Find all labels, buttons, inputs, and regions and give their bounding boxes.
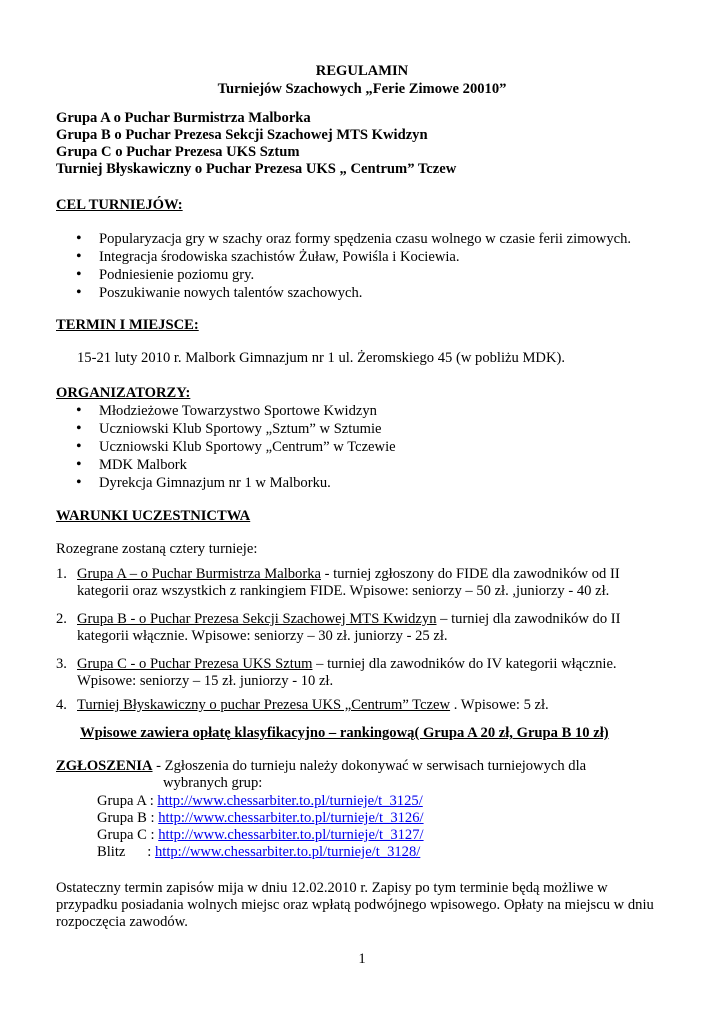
registration-text-line2: wybranych grup: (163, 775, 263, 791)
list-item: • Uczniowski Klub Sportowy „Centrum” w Tczewie (56, 438, 396, 456)
group-a-link[interactable]: http://www.chessarbiter.to.pl/turnieje/t_3125/ (157, 793, 423, 809)
doc-subtitle: Turniejów Szachowych „Ferie Zimowe 20010” (217, 81, 507, 97)
item-number: 3. (56, 656, 67, 672)
deadline-line2: przypadku posiadania wolnych miejsc oraz wpłatą podwójnego wpisowego. Opłaty na miejscu w dniu (56, 897, 654, 913)
goals-heading: CEL TURNIEJÓW: (56, 197, 183, 213)
tournament-item-4 (77, 696, 549, 714)
blitz-link[interactable]: http://www.chessarbiter.to.pl/turnieje/t_3128/ (154, 844, 421, 860)
registration-link-row (97, 843, 420, 861)
list-item: • Poszukiwanie nowych talentów szachowych. (56, 284, 631, 302)
tournament-name: Turniej Błyskawiczny o puchar Prezesa UKS „Centrum” Tczew (77, 697, 451, 713)
list-item: • MDK Malbork (56, 456, 396, 474)
tournament-name: Grupa A – o Puchar Burmistrza Malborka (77, 566, 321, 582)
group-label: Grupa C : (97, 827, 159, 843)
tournament-item-2 (77, 610, 621, 628)
list-item: • Młodzieżowe Towarzystwo Sportowe Kwidzyn (56, 402, 396, 420)
tournament-name: Grupa C - o Puchar Prezesa UKS Sztum (77, 656, 313, 672)
group-b-link[interactable]: http://www.chessarbiter.to.pl/turnieje/t_3126/ (158, 810, 424, 826)
deadline-line1: Ostateczny termin zapisów mija w dniu 12.02.2010 r. Zapisy po tym terminie będą możliwe w (56, 880, 608, 896)
item-number: 4. (56, 697, 67, 713)
fee-note: Wpisowe zawiera opłatę klasyfikacyjno – rankingową( Grupa A 20 zł, Grupa B 10 zł) (80, 725, 609, 741)
registration-link-row (97, 809, 424, 827)
conditions-heading: WARUNKI UCZESTNICTWA (56, 508, 251, 524)
tournament-desc: - turniej zgłoszony do FIDE dla zawodników od II (321, 566, 620, 582)
item-number: 1. (56, 566, 67, 582)
tournament-desc: . Wpisowe: 5 zł. (450, 697, 549, 713)
page-number: 1 (358, 951, 366, 967)
organizers-heading: ORGANIZATORZY: (56, 385, 191, 401)
tournament-desc: – turniej dla zawodników do IV kategorii włącznie. (312, 656, 617, 672)
registration-link-row (97, 826, 424, 844)
tournament-desc-line2: Wpisowe: seniorzy – 15 zł. juniorzy - 10 zł. (77, 673, 334, 689)
conditions-intro: Rozegrane zostaną cztery turnieje: (56, 541, 258, 557)
group-c-line: Grupa C o Puchar Prezesa UKS Sztum (56, 144, 300, 160)
group-label: Grupa A : (97, 793, 158, 809)
tournament-item-1 (77, 565, 620, 583)
list-item: • Uczniowski Klub Sportowy „Sztum” w Sztumie (56, 420, 396, 438)
doc-title: REGULAMIN (315, 63, 409, 79)
venue-text: 15-21 luty 2010 r. Malbork Gimnazjum nr 1 ul. Żeromskiego 45 (w pobliżu MDK). (77, 350, 566, 366)
group-label: Grupa B : (97, 810, 159, 826)
blitz-line: Turniej Błyskawiczny o Puchar Prezesa UKS „ Centrum” Tczew (56, 161, 457, 177)
item-number: 2. (56, 611, 67, 627)
tournament-desc-line2: kategorii oraz wszystkich z rankingiem FIDE. Wpisowe: seniorzy – 50 zł. ,juniorzy - 40 zł. (77, 583, 610, 599)
tournament-item-3 (77, 655, 617, 673)
list-item: • Integracja środowiska szachistów Żuław, Powiśla i Kociewia. (56, 248, 631, 266)
deadline-line3: rozpoczęcia zawodów. (56, 914, 188, 930)
tournament-name: Grupa B - o Puchar Prezesa Sekcji Szachowej MTS Kwidzyn (77, 611, 437, 627)
goals-list (56, 230, 631, 302)
organizers-list (56, 402, 396, 492)
tournament-desc-line2: kategorii włącznie. Wpisowe: seniorzy – 30 zł. juniorzy - 25 zł. (77, 628, 448, 644)
group-a-line: Grupa A o Puchar Burmistrza Malborka (56, 110, 311, 126)
venue-heading: TERMIN I MIEJSCE: (56, 317, 199, 333)
registration-line (56, 757, 586, 775)
registration-link-row (97, 792, 423, 810)
registration-heading: ZGŁOSZENIA (56, 758, 153, 774)
group-b-line: Grupa B o Puchar Prezesa Sekcji Szachowej MTS Kwidzyn (56, 127, 428, 143)
list-item: • Popularyzacja gry w szachy oraz formy spędzenia czasu wolnego w czasie ferii zimowych. (56, 230, 631, 248)
group-c-link[interactable]: http://www.chessarbiter.to.pl/turnieje/t_3127/ (158, 827, 424, 843)
registration-text: - Zgłoszenia do turnieju należy dokonywać w serwisach turniejowych dla (152, 758, 587, 774)
tournament-desc: – turniej dla zawodników do II (436, 611, 621, 627)
list-item: • Dyrekcja Gimnazjum nr 1 w Malborku. (56, 474, 396, 492)
group-label: Blitz : (97, 844, 155, 860)
list-item: • Podniesienie poziomu gry. (56, 266, 631, 284)
